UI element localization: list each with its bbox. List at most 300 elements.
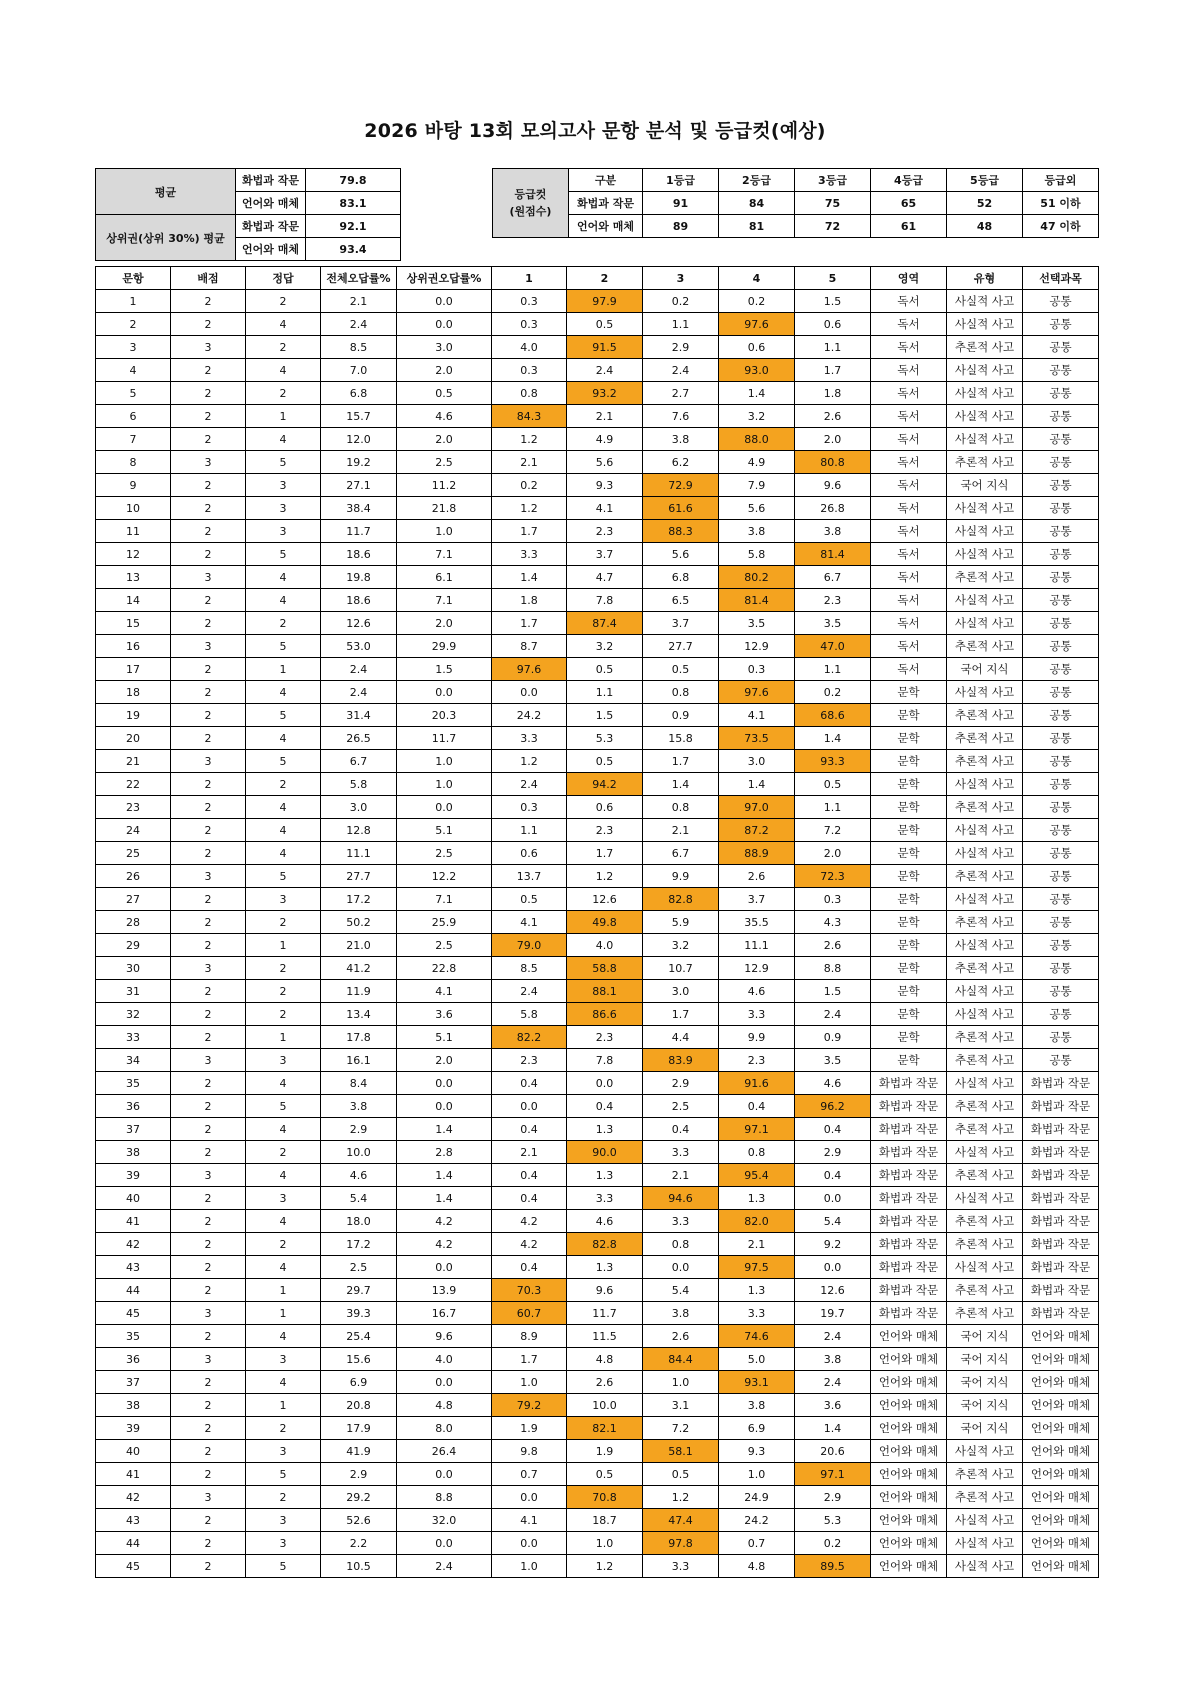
points-cell: 2 — [171, 474, 246, 497]
choice-3-rate-cell: 6.8 — [643, 566, 719, 589]
choice-2-rate-cell: 0.4 — [567, 1095, 643, 1118]
elective-cell: 공통 — [1023, 359, 1099, 382]
elective-cell: 화법과 작문 — [1023, 1118, 1099, 1141]
choice-5-rate-cell: 1.4 — [795, 1417, 871, 1440]
total-error-rate-cell: 38.4 — [321, 497, 397, 520]
choice-3-rate-cell: 0.0 — [643, 1256, 719, 1279]
area-cell: 문학 — [871, 911, 947, 934]
choice-5-rate-cell: 0.5 — [795, 773, 871, 796]
choice-5-rate-cell: 1.4 — [795, 727, 871, 750]
table-row — [96, 1003, 1099, 1026]
choice-2-rate-cell: 0.6 — [567, 796, 643, 819]
area-cell: 독서 — [871, 520, 947, 543]
choice-5-rate-cell: 68.6 — [795, 704, 871, 727]
total-error-rate-cell: 2.5 — [321, 1256, 397, 1279]
top-error-rate-cell: 7.1 — [397, 543, 492, 566]
total-error-rate-cell: 10.0 — [321, 1141, 397, 1164]
answer-cell: 2 — [246, 911, 321, 934]
area-cell: 문학 — [871, 773, 947, 796]
table-row — [96, 727, 1099, 750]
choice-5-rate-cell: 0.0 — [795, 1256, 871, 1279]
total-error-rate-cell: 29.2 — [321, 1486, 397, 1509]
choice-2-rate-cell: 1.9 — [567, 1440, 643, 1463]
choice-1-rate-cell: 5.8 — [492, 1003, 567, 1026]
points-cell: 2 — [171, 1233, 246, 1256]
table-row — [96, 405, 1099, 428]
choice-4-rate-cell: 3.5 — [719, 612, 795, 635]
choice-4-rate-cell: 97.1 — [719, 1118, 795, 1141]
choice-5-rate-cell: 1.5 — [795, 980, 871, 1003]
choice-3-rate-cell: 5.4 — [643, 1279, 719, 1302]
table-row — [96, 1256, 1099, 1279]
item-number-cell: 36 — [96, 1095, 171, 1118]
area-cell: 화법과 작문 — [871, 1256, 947, 1279]
top-error-rate-cell: 4.2 — [397, 1233, 492, 1256]
table-row — [96, 957, 1099, 980]
choice-3-rate-cell: 1.0 — [643, 1371, 719, 1394]
choice-3-rate-cell: 83.9 — [643, 1049, 719, 1072]
choice-3-rate-cell: 2.7 — [643, 382, 719, 405]
grade-cut-header-cell: 2등급 — [719, 169, 795, 192]
item-number-cell: 24 — [96, 819, 171, 842]
choice-1-rate-cell: 60.7 — [492, 1302, 567, 1325]
choice-4-rate-cell: 5.0 — [719, 1348, 795, 1371]
choice-2-rate-cell: 1.2 — [567, 1555, 643, 1578]
type-cell: 추론적 사고 — [947, 750, 1023, 773]
choice-2-rate-cell: 2.4 — [567, 359, 643, 382]
average-score-table — [95, 168, 401, 261]
type-cell: 추론적 사고 — [947, 1049, 1023, 1072]
choice-4-rate-cell: 24.2 — [719, 1509, 795, 1532]
choice-3-rate-cell: 3.8 — [643, 428, 719, 451]
total-error-rate-cell: 12.6 — [321, 612, 397, 635]
header-type: 유형 — [947, 267, 1023, 290]
elective-cell: 언어와 매체 — [1023, 1394, 1099, 1417]
page-title: 2026 바탕 13회 모의고사 문항 분석 및 등급컷(예상) — [364, 120, 826, 142]
answer-cell: 1 — [246, 1302, 321, 1325]
type-cell: 국어 지식 — [947, 1394, 1023, 1417]
choice-3-rate-cell: 2.1 — [643, 819, 719, 842]
points-cell: 2 — [171, 1325, 246, 1348]
area-cell: 문학 — [871, 750, 947, 773]
average-label: 평균 — [96, 169, 236, 215]
choice-1-rate-cell: 0.4 — [492, 1118, 567, 1141]
top-error-rate-cell: 22.8 — [397, 957, 492, 980]
elective-cell: 공통 — [1023, 750, 1099, 773]
choice-5-rate-cell: 47.0 — [795, 635, 871, 658]
choice-3-rate-cell: 72.9 — [643, 474, 719, 497]
top-error-rate-cell: 2.4 — [397, 1555, 492, 1578]
points-cell: 2 — [171, 1141, 246, 1164]
choice-5-rate-cell: 2.6 — [795, 934, 871, 957]
total-error-rate-cell: 16.1 — [321, 1049, 397, 1072]
item-number-cell: 45 — [96, 1555, 171, 1578]
points-cell: 3 — [171, 566, 246, 589]
area-cell: 화법과 작문 — [871, 1210, 947, 1233]
choice-1-rate-cell: 0.8 — [492, 382, 567, 405]
top-error-rate-cell: 20.3 — [397, 704, 492, 727]
choice-1-rate-cell: 1.2 — [492, 497, 567, 520]
choice-5-rate-cell: 3.5 — [795, 612, 871, 635]
choice-5-rate-cell: 97.1 — [795, 1463, 871, 1486]
choice-2-rate-cell: 18.7 — [567, 1509, 643, 1532]
area-cell: 독서 — [871, 405, 947, 428]
type-cell: 사실적 사고 — [947, 589, 1023, 612]
total-error-rate-cell: 6.8 — [321, 382, 397, 405]
elective-cell: 언어와 매체 — [1023, 1325, 1099, 1348]
type-cell: 사실적 사고 — [947, 888, 1023, 911]
top-error-rate-cell: 1.0 — [397, 750, 492, 773]
choice-1-rate-cell: 97.6 — [492, 658, 567, 681]
grade-cut-cell: 51 이하 — [1023, 192, 1099, 215]
choice-4-rate-cell: 9.9 — [719, 1026, 795, 1049]
points-cell: 3 — [171, 1348, 246, 1371]
elective-cell: 공통 — [1023, 681, 1099, 704]
area-cell: 화법과 작문 — [871, 1118, 947, 1141]
elective-cell: 화법과 작문 — [1023, 1072, 1099, 1095]
total-error-rate-cell: 2.2 — [321, 1532, 397, 1555]
answer-cell: 4 — [246, 1072, 321, 1095]
top-error-rate-cell: 12.2 — [397, 865, 492, 888]
choice-3-rate-cell: 3.3 — [643, 1555, 719, 1578]
top-error-rate-cell: 25.9 — [397, 911, 492, 934]
choice-4-rate-cell: 4.8 — [719, 1555, 795, 1578]
item-number-cell: 22 — [96, 773, 171, 796]
points-cell: 3 — [171, 336, 246, 359]
elective-cell: 공통 — [1023, 589, 1099, 612]
type-cell: 사실적 사고 — [947, 1072, 1023, 1095]
answer-cell: 4 — [246, 1118, 321, 1141]
item-number-cell: 4 — [96, 359, 171, 382]
elective-cell: 공통 — [1023, 313, 1099, 336]
answer-cell: 3 — [246, 474, 321, 497]
answer-cell: 5 — [246, 543, 321, 566]
choice-5-rate-cell: 7.2 — [795, 819, 871, 842]
table-row — [96, 497, 1099, 520]
total-error-rate-cell: 17.8 — [321, 1026, 397, 1049]
choice-1-rate-cell: 1.4 — [492, 566, 567, 589]
top-subject-eonmae: 언어와 매체 — [236, 238, 306, 261]
choice-1-rate-cell: 4.1 — [492, 911, 567, 934]
area-cell: 화법과 작문 — [871, 1187, 947, 1210]
item-number-cell: 39 — [96, 1164, 171, 1187]
area-cell: 언어와 매체 — [871, 1463, 947, 1486]
total-error-rate-cell: 15.6 — [321, 1348, 397, 1371]
top-error-rate-cell: 0.0 — [397, 1256, 492, 1279]
table-row — [96, 796, 1099, 819]
choice-2-rate-cell: 2.3 — [567, 819, 643, 842]
table-body — [96, 290, 1099, 1578]
points-cell: 2 — [171, 773, 246, 796]
choice-5-rate-cell: 2.0 — [795, 428, 871, 451]
elective-cell: 공통 — [1023, 980, 1099, 1003]
answer-cell: 5 — [246, 1095, 321, 1118]
elective-cell: 화법과 작문 — [1023, 1302, 1099, 1325]
choice-1-rate-cell: 0.3 — [492, 313, 567, 336]
answer-cell: 2 — [246, 1141, 321, 1164]
area-cell: 언어와 매체 — [871, 1348, 947, 1371]
choice-4-rate-cell: 5.6 — [719, 497, 795, 520]
points-cell: 3 — [171, 750, 246, 773]
choice-1-rate-cell: 0.2 — [492, 474, 567, 497]
choice-3-rate-cell: 3.3 — [643, 1141, 719, 1164]
choice-2-rate-cell: 4.6 — [567, 1210, 643, 1233]
item-number-cell: 8 — [96, 451, 171, 474]
top-error-rate-cell: 1.0 — [397, 520, 492, 543]
points-cell: 2 — [171, 313, 246, 336]
table-row — [96, 428, 1099, 451]
choice-3-rate-cell: 3.2 — [643, 934, 719, 957]
choice-4-rate-cell: 93.0 — [719, 359, 795, 382]
choice-1-rate-cell: 4.0 — [492, 336, 567, 359]
type-cell: 추론적 사고 — [947, 1026, 1023, 1049]
total-error-rate-cell: 53.0 — [321, 635, 397, 658]
elective-cell: 공통 — [1023, 1026, 1099, 1049]
item-number-cell: 14 — [96, 589, 171, 612]
choice-5-rate-cell: 0.2 — [795, 1532, 871, 1555]
total-error-rate-cell: 41.9 — [321, 1440, 397, 1463]
elective-cell: 공통 — [1023, 658, 1099, 681]
total-error-rate-cell: 18.0 — [321, 1210, 397, 1233]
grade-cut-cell: 언어와 매체 — [569, 215, 643, 238]
table-row — [96, 1279, 1099, 1302]
elective-cell: 화법과 작문 — [1023, 1233, 1099, 1256]
table-row — [96, 1371, 1099, 1394]
choice-2-rate-cell: 88.1 — [567, 980, 643, 1003]
area-cell: 언어와 매체 — [871, 1532, 947, 1555]
choice-2-rate-cell: 2.6 — [567, 1371, 643, 1394]
choice-1-rate-cell: 2.4 — [492, 773, 567, 796]
type-cell: 추론적 사고 — [947, 704, 1023, 727]
total-error-rate-cell: 11.7 — [321, 520, 397, 543]
choice-3-rate-cell: 2.6 — [643, 1325, 719, 1348]
elective-cell: 공통 — [1023, 612, 1099, 635]
choice-2-rate-cell: 0.5 — [567, 1463, 643, 1486]
choice-1-rate-cell: 0.0 — [492, 1532, 567, 1555]
top-error-rate-cell: 2.0 — [397, 428, 492, 451]
grade-cut-cell: 화법과 작문 — [569, 192, 643, 215]
points-cell: 2 — [171, 1118, 246, 1141]
area-cell: 화법과 작문 — [871, 1095, 947, 1118]
choice-4-rate-cell: 11.1 — [719, 934, 795, 957]
table-row — [96, 1325, 1099, 1348]
item-number-cell: 31 — [96, 980, 171, 1003]
choice-4-rate-cell: 95.4 — [719, 1164, 795, 1187]
choice-4-rate-cell: 4.6 — [719, 980, 795, 1003]
area-cell: 화법과 작문 — [871, 1279, 947, 1302]
choice-4-rate-cell: 0.3 — [719, 658, 795, 681]
answer-cell: 3 — [246, 1187, 321, 1210]
type-cell: 국어 지식 — [947, 474, 1023, 497]
points-cell: 2 — [171, 1440, 246, 1463]
elective-cell: 공통 — [1023, 704, 1099, 727]
elective-cell: 공통 — [1023, 819, 1099, 842]
top-error-rate-cell: 4.1 — [397, 980, 492, 1003]
area-cell: 독서 — [871, 497, 947, 520]
top-error-rate-cell: 7.1 — [397, 888, 492, 911]
total-error-rate-cell: 11.9 — [321, 980, 397, 1003]
choice-3-rate-cell: 2.5 — [643, 1095, 719, 1118]
elective-cell: 화법과 작문 — [1023, 1095, 1099, 1118]
choice-3-rate-cell: 0.8 — [643, 796, 719, 819]
top-error-rate-cell: 0.0 — [397, 681, 492, 704]
table-row — [96, 1302, 1099, 1325]
choice-2-rate-cell: 0.5 — [567, 313, 643, 336]
area-cell: 문학 — [871, 796, 947, 819]
avg-subject-hwajak: 화법과 작문 — [236, 169, 306, 192]
choice-5-rate-cell: 2.4 — [795, 1325, 871, 1348]
answer-cell: 2 — [246, 980, 321, 1003]
type-cell: 사실적 사고 — [947, 681, 1023, 704]
choice-1-rate-cell: 1.2 — [492, 750, 567, 773]
table-header-row — [96, 267, 1099, 290]
choice-1-rate-cell: 1.0 — [492, 1371, 567, 1394]
choice-2-rate-cell: 3.7 — [567, 543, 643, 566]
top-error-rate-cell: 2.5 — [397, 451, 492, 474]
choice-1-rate-cell: 1.0 — [492, 1555, 567, 1578]
area-cell: 독서 — [871, 635, 947, 658]
points-cell: 2 — [171, 1532, 246, 1555]
choice-5-rate-cell: 0.3 — [795, 888, 871, 911]
area-cell: 화법과 작문 — [871, 1141, 947, 1164]
header-points: 배점 — [171, 267, 246, 290]
total-error-rate-cell: 17.2 — [321, 888, 397, 911]
choice-5-rate-cell: 0.9 — [795, 1026, 871, 1049]
answer-cell: 5 — [246, 750, 321, 773]
choice-5-rate-cell: 96.2 — [795, 1095, 871, 1118]
choice-3-rate-cell: 0.8 — [643, 681, 719, 704]
choice-4-rate-cell: 87.2 — [719, 819, 795, 842]
choice-1-rate-cell: 9.8 — [492, 1440, 567, 1463]
top-error-rate-cell: 0.0 — [397, 1463, 492, 1486]
type-cell: 국어 지식 — [947, 1348, 1023, 1371]
choice-2-rate-cell: 1.5 — [567, 704, 643, 727]
answer-cell: 2 — [246, 1486, 321, 1509]
avg-subject-eonmae: 언어와 매체 — [236, 192, 306, 215]
total-error-rate-cell: 8.4 — [321, 1072, 397, 1095]
type-cell: 사실적 사고 — [947, 819, 1023, 842]
answer-cell: 3 — [246, 888, 321, 911]
top-error-rate-cell: 2.0 — [397, 612, 492, 635]
choice-4-rate-cell: 74.6 — [719, 1325, 795, 1348]
choice-4-rate-cell: 88.0 — [719, 428, 795, 451]
points-cell: 2 — [171, 842, 246, 865]
type-cell: 사실적 사고 — [947, 773, 1023, 796]
type-cell: 사실적 사고 — [947, 497, 1023, 520]
answer-cell: 5 — [246, 704, 321, 727]
total-error-rate-cell: 2.4 — [321, 681, 397, 704]
area-cell: 독서 — [871, 382, 947, 405]
top-error-rate-cell: 9.6 — [397, 1325, 492, 1348]
top-error-rate-cell: 2.0 — [397, 359, 492, 382]
choice-2-rate-cell: 4.1 — [567, 497, 643, 520]
table-row — [96, 474, 1099, 497]
points-cell: 2 — [171, 497, 246, 520]
item-number-cell: 6 — [96, 405, 171, 428]
choice-4-rate-cell: 35.5 — [719, 911, 795, 934]
choice-4-rate-cell: 9.3 — [719, 1440, 795, 1463]
top-error-rate-cell: 1.4 — [397, 1118, 492, 1141]
choice-4-rate-cell: 4.9 — [719, 451, 795, 474]
area-cell: 문학 — [871, 865, 947, 888]
table-row — [96, 1348, 1099, 1371]
choice-5-rate-cell: 1.1 — [795, 658, 871, 681]
top-error-rate-cell: 11.2 — [397, 474, 492, 497]
type-cell: 사실적 사고 — [947, 1187, 1023, 1210]
elective-cell: 공통 — [1023, 520, 1099, 543]
points-cell: 2 — [171, 1417, 246, 1440]
choice-5-rate-cell: 2.4 — [795, 1371, 871, 1394]
top-error-rate-cell: 7.1 — [397, 589, 492, 612]
points-cell: 2 — [171, 1026, 246, 1049]
choice-1-rate-cell: 0.5 — [492, 888, 567, 911]
type-cell: 추론적 사고 — [947, 911, 1023, 934]
total-error-rate-cell: 5.4 — [321, 1187, 397, 1210]
avg-value-eonmae: 83.1 — [306, 192, 401, 215]
total-error-rate-cell: 8.5 — [321, 336, 397, 359]
elective-cell: 화법과 작문 — [1023, 1141, 1099, 1164]
area-cell: 언어와 매체 — [871, 1440, 947, 1463]
grade-cut-cell: 75 — [795, 192, 871, 215]
choice-4-rate-cell: 1.3 — [719, 1187, 795, 1210]
choice-3-rate-cell: 1.7 — [643, 1003, 719, 1026]
choice-5-rate-cell: 72.3 — [795, 865, 871, 888]
choice-2-rate-cell: 93.2 — [567, 382, 643, 405]
choice-4-rate-cell: 12.9 — [719, 957, 795, 980]
table-row — [96, 1072, 1099, 1095]
choice-3-rate-cell: 6.5 — [643, 589, 719, 612]
type-cell: 사실적 사고 — [947, 313, 1023, 336]
points-cell: 3 — [171, 1049, 246, 1072]
choice-2-rate-cell: 94.2 — [567, 773, 643, 796]
top-error-rate-cell: 2.5 — [397, 842, 492, 865]
choice-2-rate-cell: 82.1 — [567, 1417, 643, 1440]
area-cell: 문학 — [871, 842, 947, 865]
choice-1-rate-cell: 82.2 — [492, 1026, 567, 1049]
table-row — [96, 865, 1099, 888]
choice-1-rate-cell: 4.2 — [492, 1210, 567, 1233]
item-number-cell: 20 — [96, 727, 171, 750]
choice-1-rate-cell: 2.4 — [492, 980, 567, 1003]
points-cell: 2 — [171, 658, 246, 681]
elective-cell: 공통 — [1023, 290, 1099, 313]
points-cell: 2 — [171, 1256, 246, 1279]
item-number-cell: 3 — [96, 336, 171, 359]
choice-3-rate-cell: 1.4 — [643, 773, 719, 796]
total-error-rate-cell: 41.2 — [321, 957, 397, 980]
type-cell: 국어 지식 — [947, 1325, 1023, 1348]
top-error-rate-cell: 0.5 — [397, 382, 492, 405]
choice-5-rate-cell: 2.9 — [795, 1141, 871, 1164]
grade-cut-cell: 84 — [719, 192, 795, 215]
elective-cell: 공통 — [1023, 865, 1099, 888]
elective-cell: 공통 — [1023, 566, 1099, 589]
choice-3-rate-cell: 7.2 — [643, 1417, 719, 1440]
total-error-rate-cell: 17.9 — [321, 1417, 397, 1440]
choice-2-rate-cell: 12.6 — [567, 888, 643, 911]
type-cell: 사실적 사고 — [947, 290, 1023, 313]
type-cell: 사실적 사고 — [947, 980, 1023, 1003]
choice-5-rate-cell: 0.4 — [795, 1118, 871, 1141]
choice-2-rate-cell: 87.4 — [567, 612, 643, 635]
choice-4-rate-cell: 3.3 — [719, 1302, 795, 1325]
item-number-cell: 19 — [96, 704, 171, 727]
elective-cell: 공통 — [1023, 543, 1099, 566]
choice-2-rate-cell: 7.8 — [567, 589, 643, 612]
item-number-cell: 33 — [96, 1026, 171, 1049]
choice-4-rate-cell: 0.2 — [719, 290, 795, 313]
answer-cell: 4 — [246, 681, 321, 704]
